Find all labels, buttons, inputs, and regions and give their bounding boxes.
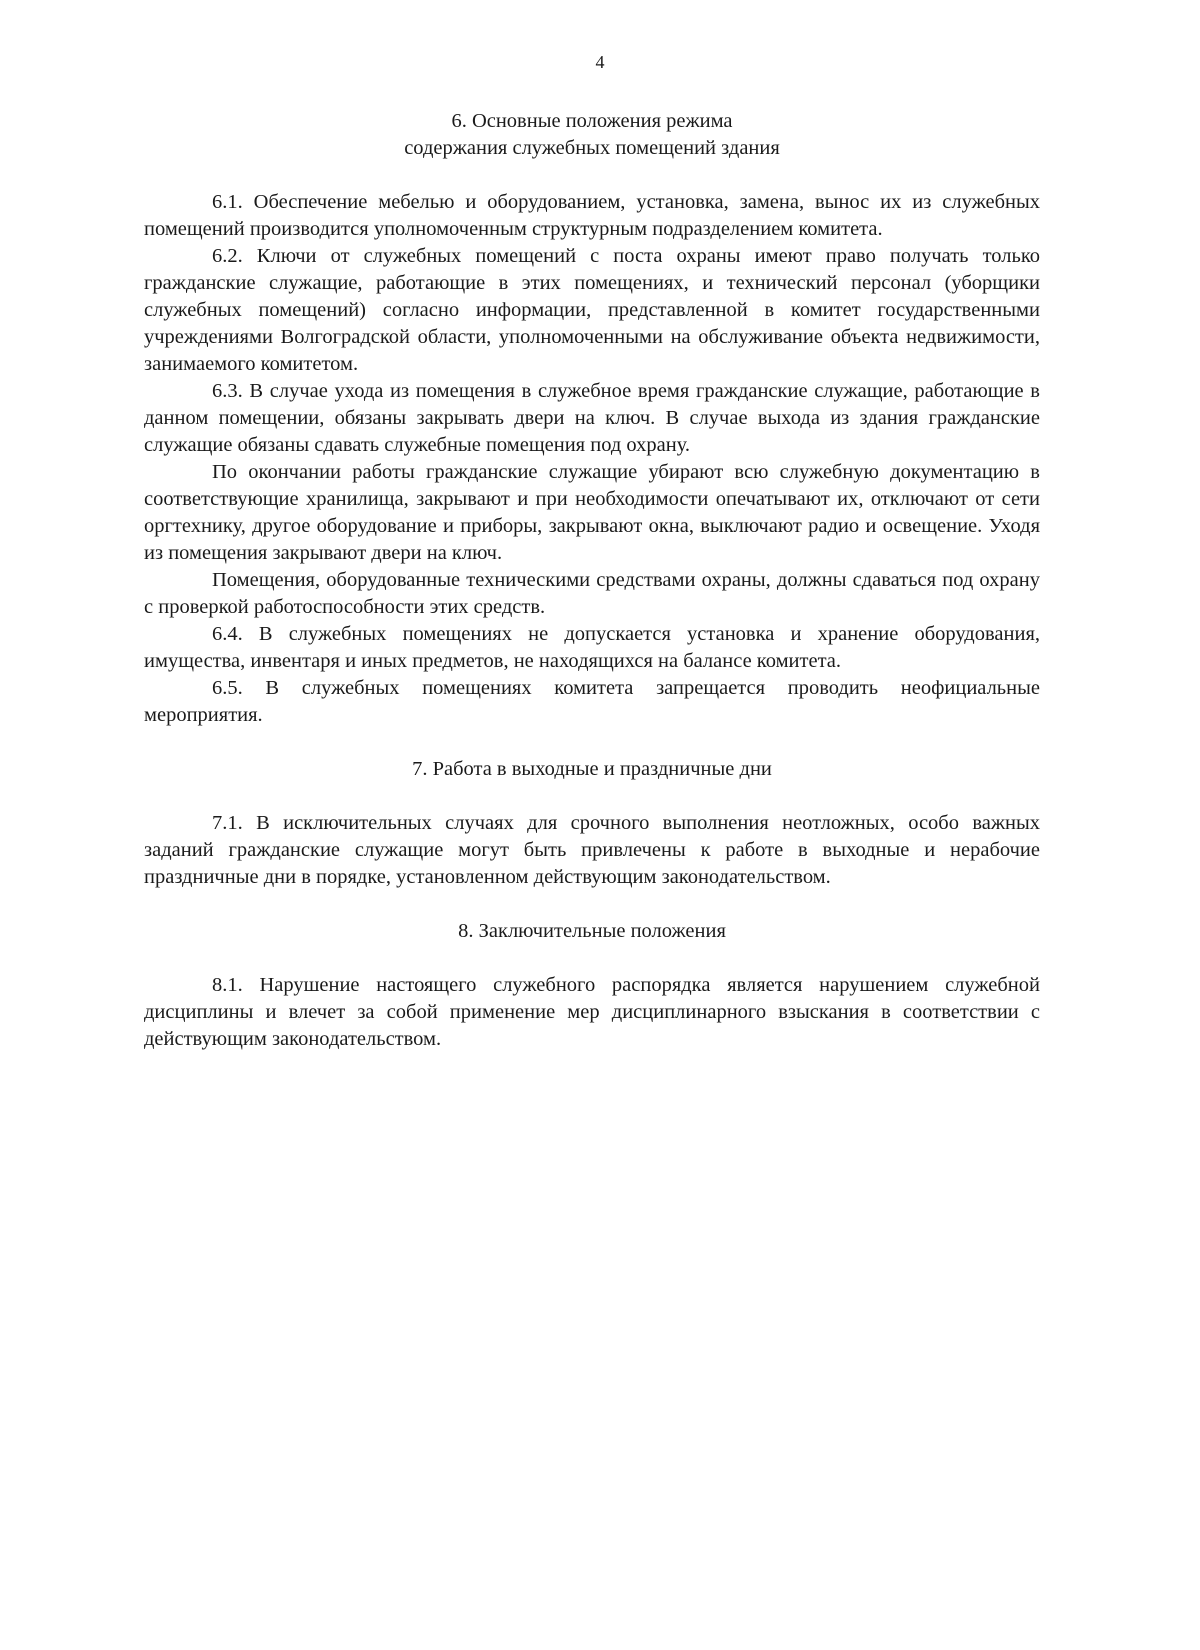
paragraph-6-2: 6.2. Ключи от служебных помещений с поста охраны имеют право получать только гражданские служащие, работающие в этих помещениях, и технический персонал (уборщики служебных помещений) согласно информации, представленной в комитет государственными учреждениями Волгоградской области, уполномоченными на обслуживание объекта недвижимости, занимаемого комитетом. [144, 245, 1040, 375]
paragraph-6-1: 6.1. Обеспечение мебелью и оборудованием, установка, замена, вынос их из служебных помещений производится уполномоченным структурным подразделением комитета. [144, 191, 1040, 240]
heading-line: 8. Заключительные положения [458, 920, 726, 942]
paragraph-6-5: 6.5. В служебных помещениях комитета запрещается проводить неофициальные мероприятия. [144, 677, 1040, 726]
paragraph-6-4: 6.4. В служебных помещениях не допускается установка и хранение оборудования, имущества, инвентаря и иных предметов, не находящихся на балансе комитета. [144, 623, 1040, 672]
section-heading-6 [144, 108, 1040, 162]
section-heading-7 [144, 756, 1040, 783]
page-number: 4 [595, 52, 605, 72]
document-body [144, 108, 1040, 1053]
heading-line: 6. Основные положения режима [451, 110, 733, 132]
heading-line: 7. Работа в выходные и праздничные дни [412, 758, 772, 780]
section-heading-8 [144, 918, 1040, 945]
heading-line: содержания служебных помещений здания [404, 137, 780, 159]
paragraph-6-3-security: Помещения, оборудованные техническими средствами охраны, должны сдаваться под охрану с проверкой работоспособности этих средств. [144, 569, 1040, 618]
paragraph-6-3: 6.3. В случае ухода из помещения в служебное время гражданские служащие, работающие в данном помещении, обязаны закрывать двери на ключ. В случае выхода из здания гражданские служащие обязаны сдавать служебные помещения под охрану. [144, 380, 1040, 456]
paragraph-6-3-work-end: По окончании работы гражданские служащие убирают всю служебную документацию в соответствующие хранилища, закрывают и при необходимости опечатывают их, отключают от сети оргтехнику, другое оборудование и приборы, закрывают окна, выключают радио и освещение. Уходя из помещения закрывают двери на ключ. [144, 461, 1040, 564]
paragraph-8-1: 8.1. Нарушение настоящего служебного распорядка является нарушением служебной дисциплины и влечет за собой применение мер дисциплинарного взыскания в соответствии с действующим законодательством. [144, 974, 1040, 1050]
paragraph-7-1: 7.1. В исключительных случаях для срочного выполнения неотложных, особо важных заданий гражданские служащие могут быть привлечены к работе в выходные и нерабочие праздничные дни в порядке, установленном действующим законодательством. [144, 812, 1040, 888]
